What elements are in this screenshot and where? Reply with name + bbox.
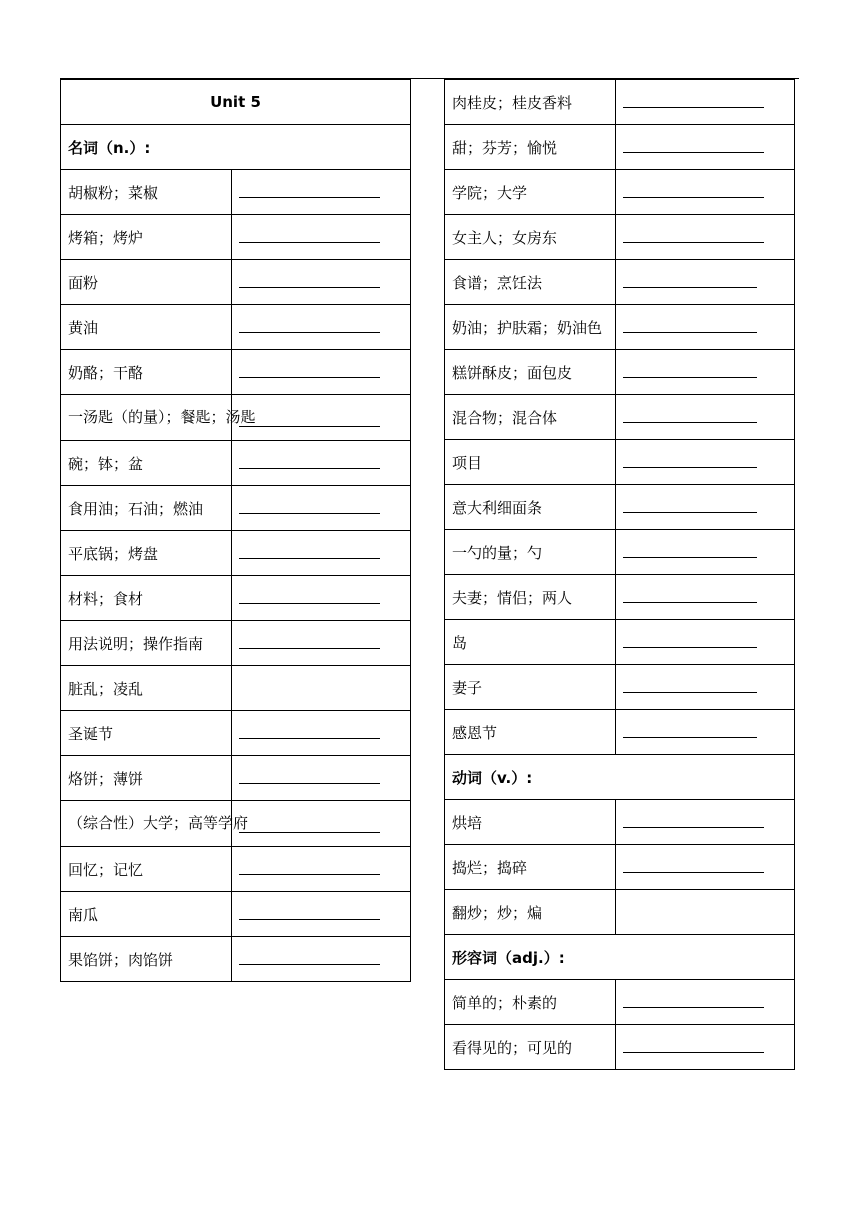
- answer-blank[interactable]: [239, 363, 380, 378]
- chinese-meaning: 脏乱；凌乱: [61, 666, 232, 711]
- section-header-row: [61, 125, 411, 170]
- answer-blank[interactable]: [239, 228, 380, 243]
- section-header-row: [445, 755, 795, 800]
- vocab-row: [61, 305, 411, 350]
- vocab-row: [445, 665, 795, 710]
- unit-title: Unit 5: [61, 80, 411, 125]
- answer-cell: [616, 260, 795, 305]
- answer-blank[interactable]: [623, 273, 757, 288]
- vocab-row: [445, 980, 795, 1025]
- vocab-row: [445, 170, 795, 215]
- left-vocab-table: [60, 79, 411, 982]
- vocab-row: [445, 530, 795, 575]
- chinese-meaning: 混合物；混合体: [445, 395, 616, 440]
- vocab-row: [445, 845, 795, 890]
- answer-cell: [616, 170, 795, 215]
- answer-cell: [232, 350, 411, 395]
- vocab-row: [61, 531, 411, 576]
- vocab-row: [61, 937, 411, 982]
- adjectives-header: 形容词（adj.）:: [445, 935, 795, 980]
- answer-blank[interactable]: [623, 588, 757, 603]
- answer-blank[interactable]: [239, 273, 380, 288]
- answer-cell: [616, 530, 795, 575]
- chinese-meaning: 南瓜: [61, 892, 232, 937]
- vocab-row: [445, 575, 795, 620]
- vocab-row: [61, 576, 411, 621]
- chinese-meaning: 平底锅；烤盘: [61, 531, 232, 576]
- chinese-meaning: 碗；钵；盆: [61, 441, 232, 486]
- vocab-row: [445, 260, 795, 305]
- answer-blank[interactable]: [623, 813, 764, 828]
- right-vocab-table: [444, 79, 795, 1070]
- vocab-row: [445, 485, 795, 530]
- answer-cell: [232, 937, 411, 982]
- vocab-row: [61, 260, 411, 305]
- answer-cell: [232, 260, 411, 305]
- verbs-header: 动词（v.）:: [445, 755, 795, 800]
- answer-cell: [232, 847, 411, 892]
- chinese-meaning: 翻炒；炒；煸: [445, 890, 616, 935]
- chinese-meaning: 果馅饼；肉馅饼: [61, 937, 232, 982]
- answer-cell: [616, 1025, 795, 1070]
- answer-cell: [616, 980, 795, 1025]
- chinese-meaning: 岛: [445, 620, 616, 665]
- answer-blank[interactable]: [239, 589, 380, 604]
- answer-cell: [616, 620, 795, 665]
- chinese-meaning: 胡椒粉；菜椒: [61, 170, 232, 215]
- answer-cell: [232, 215, 411, 260]
- vocab-row: [61, 215, 411, 260]
- answer-blank[interactable]: [623, 498, 757, 513]
- answer-blank[interactable]: [239, 769, 380, 784]
- answer-cell: [232, 305, 411, 350]
- chinese-meaning: 黄油: [61, 305, 232, 350]
- answer-cell: [616, 890, 795, 935]
- answer-blank[interactable]: [623, 543, 757, 558]
- answer-blank[interactable]: [239, 499, 380, 514]
- vocab-row: [61, 621, 411, 666]
- vocab-row: [61, 801, 411, 847]
- answer-cell: [232, 441, 411, 486]
- answer-cell: [232, 486, 411, 531]
- answer-cell: [616, 800, 795, 845]
- answer-cell: [616, 305, 795, 350]
- answer-cell: [616, 440, 795, 485]
- chinese-meaning: 烘培: [445, 800, 616, 845]
- chinese-meaning: 感恩节: [445, 710, 616, 755]
- chinese-meaning: 意大利细面条: [445, 485, 616, 530]
- chinese-meaning: 学院；大学: [445, 170, 616, 215]
- answer-blank[interactable]: [623, 858, 764, 873]
- answer-cell: [232, 801, 411, 847]
- answer-cell: [616, 395, 795, 440]
- answer-blank[interactable]: [623, 93, 764, 108]
- answer-blank[interactable]: [239, 183, 380, 198]
- vocab-row: [445, 800, 795, 845]
- answer-cell: [232, 621, 411, 666]
- chinese-meaning: 奶酪；干酪: [61, 350, 232, 395]
- answer-blank[interactable]: [623, 993, 764, 1008]
- vocab-row: [61, 892, 411, 937]
- chinese-meaning: 项目: [445, 440, 616, 485]
- vocab-row: [445, 305, 795, 350]
- vocab-row: [445, 890, 795, 935]
- answer-blank[interactable]: [623, 363, 757, 378]
- answer-cell: [232, 576, 411, 621]
- answer-cell: [232, 892, 411, 937]
- chinese-meaning: 看得见的；可见的: [445, 1025, 616, 1070]
- vocab-row: [445, 215, 795, 260]
- answer-cell: [616, 710, 795, 755]
- vocab-row: [61, 847, 411, 892]
- answer-blank[interactable]: [239, 454, 380, 469]
- answer-cell: [616, 845, 795, 890]
- answer-blank[interactable]: [623, 453, 757, 468]
- answer-blank[interactable]: [239, 724, 380, 739]
- answer-cell: [616, 125, 795, 170]
- answer-blank[interactable]: [623, 138, 764, 153]
- chinese-meaning: 捣烂；捣碎: [445, 845, 616, 890]
- answer-blank[interactable]: [239, 818, 380, 833]
- chinese-meaning: 烙饼；薄饼: [61, 756, 232, 801]
- chinese-meaning: 面粉: [61, 260, 232, 305]
- chinese-meaning: 糕饼酥皮；面包皮: [445, 350, 616, 395]
- vocab-row: [445, 440, 795, 485]
- chinese-meaning: 食用油；石油；燃油: [61, 486, 232, 531]
- vocab-row: [61, 486, 411, 531]
- vocab-row: [445, 125, 795, 170]
- answer-blank[interactable]: [623, 1038, 764, 1053]
- chinese-meaning: 夫妻；情侣；两人: [445, 575, 616, 620]
- vocab-row: [61, 666, 411, 711]
- chinese-meaning: 材料；食材: [61, 576, 232, 621]
- answer-cell: [232, 531, 411, 576]
- answer-blank[interactable]: [239, 412, 380, 427]
- chinese-meaning: 简单的；朴素的: [445, 980, 616, 1025]
- vocab-row: [445, 80, 795, 125]
- vocab-row: [61, 350, 411, 395]
- chinese-meaning: 奶油；护肤霜；奶油色: [445, 305, 616, 350]
- answer-cell: [232, 666, 411, 711]
- chinese-meaning: 回忆；记忆: [61, 847, 232, 892]
- vocab-row: [61, 756, 411, 801]
- answer-blank[interactable]: [239, 318, 380, 333]
- answer-blank[interactable]: [623, 678, 757, 693]
- vocab-row: [445, 395, 795, 440]
- vocab-row: [61, 170, 411, 215]
- chinese-meaning: 肉桂皮；桂皮香料: [445, 80, 616, 125]
- vocab-row: [61, 711, 411, 756]
- chinese-meaning: 妻子: [445, 665, 616, 710]
- chinese-meaning: 圣诞节: [61, 711, 232, 756]
- title-row: [61, 80, 411, 125]
- chinese-meaning: 食谱；烹饪法: [445, 260, 616, 305]
- answer-cell: [232, 711, 411, 756]
- answer-blank[interactable]: [623, 633, 757, 648]
- answer-blank[interactable]: [623, 408, 757, 423]
- answer-blank[interactable]: [239, 544, 380, 559]
- answer-cell: [616, 215, 795, 260]
- answer-blank[interactable]: [623, 318, 757, 333]
- vocab-row: [445, 710, 795, 755]
- section-header-row: [445, 935, 795, 980]
- vocab-row: [61, 395, 411, 441]
- answer-cell: [616, 665, 795, 710]
- answer-cell: [616, 80, 795, 125]
- answer-cell: [616, 485, 795, 530]
- vocab-row: [61, 441, 411, 486]
- vocab-row: [445, 350, 795, 395]
- answer-cell: [232, 395, 411, 441]
- chinese-meaning: 用法说明；操作指南: [61, 621, 232, 666]
- answer-blank[interactable]: [239, 905, 380, 920]
- answer-cell: [232, 756, 411, 801]
- chinese-meaning: 烤箱；烤炉: [61, 215, 232, 260]
- answer-cell: [232, 170, 411, 215]
- answer-blank[interactable]: [239, 860, 380, 875]
- answer-blank[interactable]: [623, 183, 764, 198]
- chinese-meaning: 一汤匙（的量）；餐匙；汤匙: [61, 395, 232, 441]
- nouns-header: 名词（n.）:: [61, 125, 411, 170]
- answer-cell: [616, 350, 795, 395]
- answer-blank[interactable]: [239, 634, 380, 649]
- chinese-meaning: 甜；芬芳；愉悦: [445, 125, 616, 170]
- answer-cell: [616, 575, 795, 620]
- chinese-meaning: （综合性）大学；高等学府: [61, 801, 232, 847]
- chinese-meaning: 女主人；女房东: [445, 215, 616, 260]
- vocab-row: [445, 620, 795, 665]
- answer-blank[interactable]: [239, 950, 380, 965]
- answer-blank[interactable]: [623, 723, 757, 738]
- vocab-row: [445, 1025, 795, 1070]
- chinese-meaning: 一勺的量；勺: [445, 530, 616, 575]
- answer-blank[interactable]: [623, 228, 764, 243]
